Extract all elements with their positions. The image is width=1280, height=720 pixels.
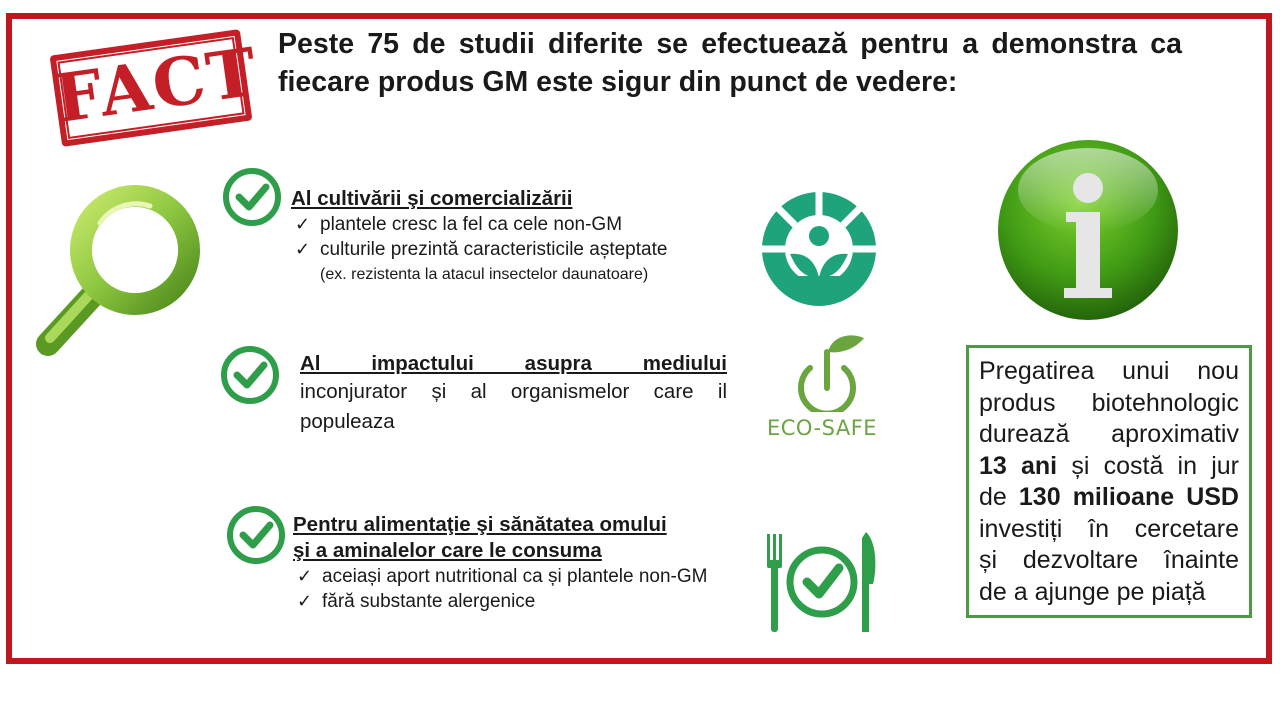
- info-icon: [996, 138, 1180, 322]
- check-mark-icon: ✓: [295, 239, 311, 259]
- list-item: ✓ aceiași aport nutritional ca și plantele non-GM: [297, 566, 708, 587]
- info-line: produs biotehnologic: [979, 388, 1239, 417]
- duration-value: 13 ani: [979, 451, 1058, 480]
- info-line: Pregatirea unui nou: [979, 357, 1239, 385]
- fact-stamp-text: FACT: [50, 32, 263, 139]
- list-item: ✓ fără substante alergenice: [297, 591, 536, 612]
- list-item: ✓ culturile prezintă caracteristicile așteptate: [295, 239, 668, 260]
- check-mark-icon: ✓: [297, 591, 313, 611]
- section-cultivation: [291, 186, 751, 288]
- section-cultivation-bullets: [291, 212, 751, 262]
- section-environment: [300, 351, 727, 437]
- section-cultivation-title: Al cultivării şi comercializării: [291, 187, 573, 210]
- check-mark-icon: ✓: [297, 566, 313, 586]
- eco-safe-label: ECO-SAFE: [767, 416, 878, 440]
- check-circle-icon: [220, 345, 280, 405]
- fork-knife-check-icon: [765, 530, 880, 635]
- section-environment-text: inconjurator și al organismelor care il populeaza: [300, 380, 727, 433]
- info-line: durează aproximativ: [979, 420, 1239, 448]
- list-item: ✓ plantele cresc la fel ca cele non-GM: [295, 214, 623, 235]
- info-line: și dezvoltare înainte: [979, 546, 1239, 574]
- section-food-title-line2: şi a aminalelor care le consuma: [293, 539, 602, 562]
- info-line: 13 ani și costă in jur: [979, 451, 1239, 480]
- check-mark-icon: ✓: [295, 214, 311, 234]
- section-food-health: [293, 512, 733, 614]
- cost-value: 130 milioane USD: [1018, 483, 1239, 511]
- section-environment-title: Al impactului asupra mediului: [300, 352, 727, 375]
- headline: Peste 75 de studii diferite se efectuează pentru a demonstra ca fiecare produs GM este sigur din punct de vedere:: [278, 28, 1182, 98]
- info-box: [966, 345, 1252, 618]
- section-food-title-line1: Pentru alimentaţie şi sănătatea omului: [293, 513, 667, 536]
- eco-safe-icon: [788, 330, 866, 412]
- check-circle-icon: [226, 505, 286, 565]
- info-line: investiți în cercetare: [979, 514, 1239, 543]
- section-cultivation-note: (ex. rezistenta la atacul insectelor daunatoare): [320, 266, 649, 283]
- check-circle-icon: [222, 167, 282, 227]
- info-line: de a ajunge pe piață: [979, 577, 1206, 606]
- section-food-bullets: [293, 564, 733, 614]
- radura-icon: [760, 190, 878, 308]
- info-line: de 130 milioane USD: [979, 483, 1239, 511]
- magnifier-icon: [30, 178, 200, 358]
